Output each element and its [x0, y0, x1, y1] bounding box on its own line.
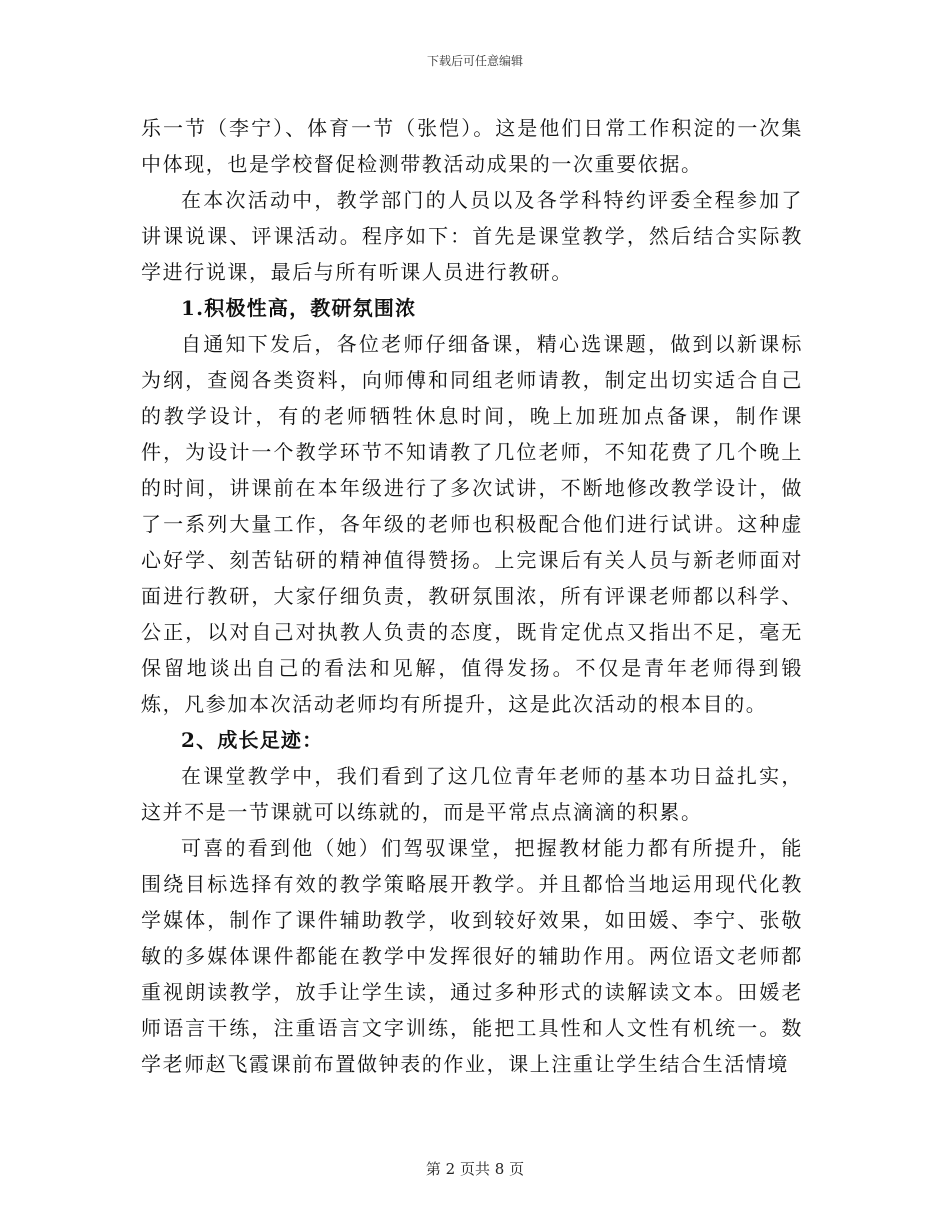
page-number: 第 2 页共 8 页 [425, 1160, 525, 1178]
paragraph: 可喜的看到他（她）们驾驭课堂，把握教材能力都有所提升，能围绕目标选择有效的教学策略展开教学。并且都恰当地运用现代化教学媒体，制作了课件辅助教学，收到较好效果，如田媛、李宁、张敬敏的多媒体课件都能在教学中发挥很好的辅助作用。两位语文老师都重视朗读教学，放手让学生读，通过多种形式的读解读文本。田媛老师语言干练，注重语言文字训练，能把工具性和人文性有机统一。数学老师赵飞霞课前布置做钟表的作业，课上注重让学生结合生活情境 [141, 836, 803, 1076]
paragraph: 在课堂教学中，我们看到了这几位青年老师的基本功日益扎实，这并不是一节课就可以练就的，而是平常点点滴滴的积累。 [141, 764, 803, 824]
document-body [141, 110, 803, 1082]
section-heading: 2、成长足迹： [181, 728, 324, 752]
paragraph: 乐一节（李宁）、体育一节（张恺）。这是他们日常工作积淀的一次集中体现，也是学校督促检测带教活动成果的一次重要依据。 [141, 116, 803, 176]
paragraph: 自通知下发后，各位老师仔细备课，精心选课题，做到以新课标为纲，查阅各类资料，向师傅和同组老师请教，制定出切实适合自己的教学设计，有的老师牺牲休息时间，晚上加班加点备课，制作课件，为设计一个教学环节不知请教了几位老师，不知花费了几个晚上的时间，讲课前在本年级进行了多次试讲，不断地修改教学设计，做了一系列大量工作，各年级的老师也积极配合他们进行试讲。这种虚心好学、刻苦钻研的精神值得赞扬。上完课后有关人员与新老师面对面进行教研，大家仔细负责，教研氛围浓，所有评课老师都以科学、公正，以对自己对执教人负责的态度，既肯定优点又指出不足，毫无保留地谈出自己的看法和见解，值得发扬。不仅是青年老师得到锻炼，凡参加本次活动老师均有所提升，这是此次活动的根本目的。 [141, 332, 803, 716]
page-header: 下载后可任意编辑 [426, 54, 523, 68]
paragraph: 在本次活动中，教学部门的人员以及各学科特约评委全程参加了讲课说课、评课活动。程序如下：首先是课堂教学，然后结合实际教学进行说课，最后与所有听课人员进行教研。 [141, 188, 803, 284]
section-heading: 1.积极性高，教研氛围浓 [181, 296, 417, 320]
